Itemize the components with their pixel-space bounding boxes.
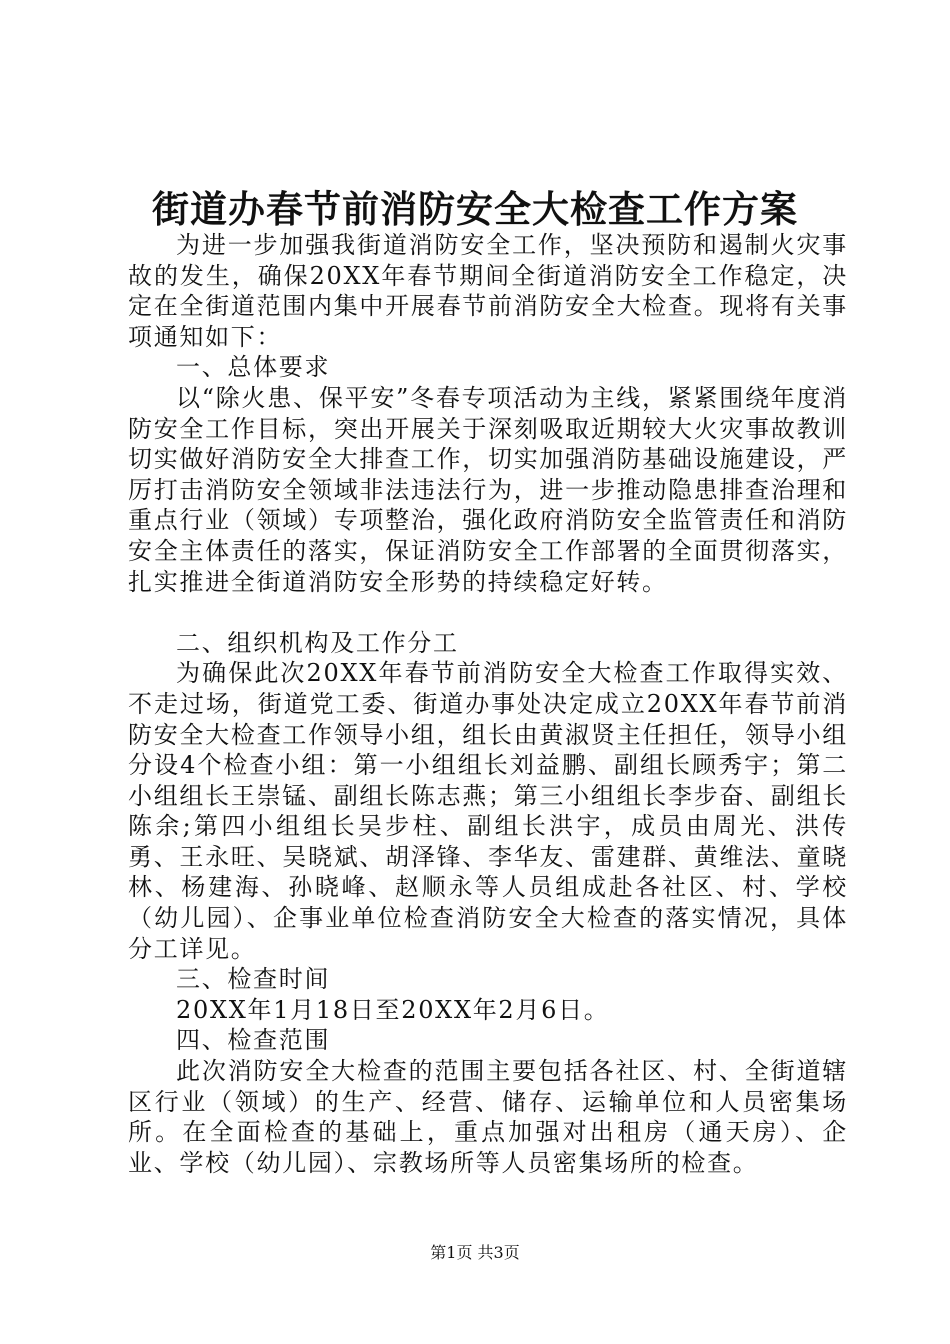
section-heading-inspection-scope: 四、检查范围 <box>176 1026 331 1055</box>
general-requirements-paragraph: 以“除火患、保平安”冬春专项活动为主线，紧紧围绕年度消防安全工作目标，突出开展关于深刻吸取近期较大火灾事故教训切实做好消防安全大排查工作，切实加强消防基础设施建设，严厉打击消防安全领域非法违法行为，进一步推动隐患排查治理和重点行业（领域）专项整治，强化政府消防安全监管责任和消防安全主体责任的落实，保证消防安全工作部署的全面贯彻落实，扎实推进全街道消防安全形势的持续稳定好转。 <box>128 383 848 596</box>
section-heading-general-requirements: 一、总体要求 <box>176 353 331 382</box>
document-body <box>128 230 848 1178</box>
document-title: 街道办春节前消防安全大检查工作方案 <box>152 187 798 231</box>
section-heading-inspection-time: 三、检查时间 <box>176 965 331 994</box>
organization-paragraph: 为确保此次20XX年春节前消防安全大检查工作取得实效、不走过场，街道党工委、街道办事处决定成立20XX年春节前消防安全大检查工作领导小组，组长由黄淑贤主任担任，领导小组分设4个检查小组：第一小组组长刘益鹏、副组长顾秀宇；第二小组组长王崇锰、副组长陈志燕；第三小组组长李步奋、副组长陈余;第四小组组长吴步柱、副组长洪宇，成员由周光、洪传勇、王永旺、吴晓斌、胡泽锋、李华友、雷建群、黄维法、童晓林、杨建海、孙晓峰、赵顺永等人员组成赴各社区、村、学校（幼儿园）、企事业单位检查消防安全大检查的落实情况，具体分工详见。 <box>128 659 848 963</box>
paragraph-spacer <box>128 597 848 628</box>
intro-paragraph: 为进一步加强我街道消防安全工作，坚决预防和遏制火灾事故的发生，确保20XX年春节期间全街道消防安全工作稳定，决定在全街道范围内集中开展春节前消防安全大检查。现将有关事项通知如下： <box>128 231 848 351</box>
inspection-time-paragraph: 20XX年1月18日至20XX年2月6日。 <box>176 995 610 1024</box>
inspection-scope-paragraph: 此次消防安全大检查的范围主要包括各社区、村、全街道辖区行业（领域）的生产、经营、储存、运输单位和人员密集场所。在全面检查的基础上，重点加强对出租房（通天房）、企业、学校（幼儿园）、宗教场所等人员密集场所的检查。 <box>128 1057 848 1177</box>
page-number-footer: 第1页 共3页 <box>430 1243 520 1262</box>
section-heading-organization: 二、组织机构及工作分工 <box>176 628 459 657</box>
